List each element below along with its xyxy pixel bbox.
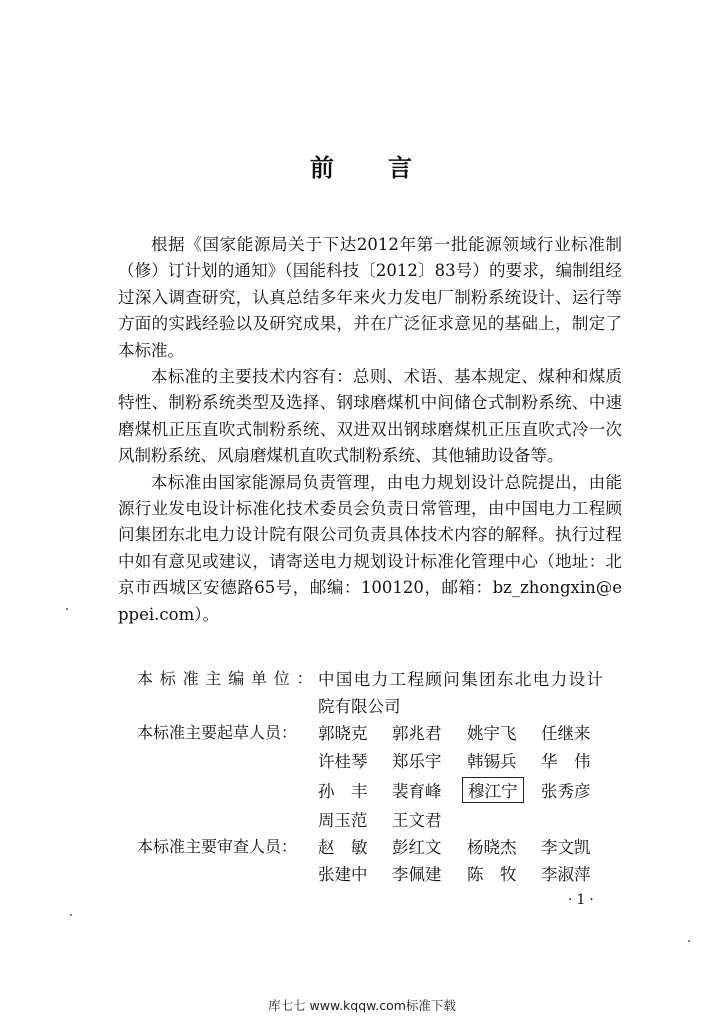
drafter-name: 郭兆君	[392, 724, 442, 743]
scan-speck	[70, 914, 72, 916]
reviewer-name: 赵 敏	[318, 838, 368, 857]
footer-watermark: 库七七 www.kqqw.com标准下载	[268, 998, 456, 1013]
drafter-name: 裴育峰	[392, 782, 442, 801]
reviewer-name: 李佩建	[392, 865, 442, 884]
drafter-name: 郭晓克	[318, 724, 368, 743]
page-title	[0, 148, 724, 183]
drafter-name: 许桂琴	[318, 752, 368, 771]
reviewer-name: 张建中	[318, 865, 368, 884]
drafter-name: 姚宇飞	[467, 724, 517, 743]
drafter-name: 任继来	[541, 724, 591, 743]
reviewer-name: 李文凯	[541, 838, 591, 857]
scan-speck	[688, 940, 690, 942]
reviewer-name: 彭红文	[392, 838, 442, 857]
paragraph-2: 本标准的主要技术内容有：总则、术语、基本规定、煤种和煤质特性、制粉系统类型及选择、钢球磨煤机中间储仓式制粉系统、中速磨煤机正压直吹式制粉系统、双进双出钢球磨煤机正压直吹式冷一次风制粉系统、风扇磨煤机直吹式制粉系统、其他辅助设备等。	[118, 367, 622, 466]
reviewer-name: 杨晓杰	[467, 838, 517, 857]
reviewers-label: 本标准主要审查人员：	[137, 837, 298, 856]
reviewer-name: 李淑萍	[541, 865, 591, 884]
page-number: ·1·	[568, 892, 598, 908]
drafter-name: 郑乐宇	[392, 752, 442, 771]
drafter-name-boxed: 穆江宁	[462, 777, 524, 803]
paragraph-3: 本标准由国家能源局负责管理，由电力规划设计总院提出，由能源行业发电设计标准化技术委员会负责日常管理，由中国电力工程顾问集团东北电力设计院有限公司负责具体技术内容的解释。执行过程中如有意见或建议，请寄送电力规划设计标准化管理中心（地址：北京市西城区安德路65号，邮编：100120，邮箱：bz_zhongxin@eppei.com）。	[118, 472, 622, 624]
drafter-name: 孙 丰	[318, 782, 368, 801]
drafter-name: 华 伟	[541, 752, 591, 771]
preface-body	[118, 232, 622, 628]
paragraph-1: 根据《国家能源局关于下达2012年第一批能源领域行业标准制（修）订计划的通知》（国能科技〔2012〕83号）的要求，编制组经过深入调查研究，认真总结多年来火力发电厂制粉系统设计、运行等方面的实践经验以及研究成果，并在广泛征求意见的基础上，制定了本标准。	[118, 235, 622, 360]
drafter-name: 韩锡兵	[467, 752, 517, 771]
title-char-2: 言	[388, 154, 414, 182]
drafters-label: 本标准主要起草人员：	[137, 723, 298, 742]
editor-unit-label: 本标准主编单位：	[137, 669, 320, 688]
drafter-name: 周玉范	[318, 811, 368, 830]
scan-speck	[66, 608, 68, 610]
editor-unit-line1: 中国电力工程顾问集团东北电力设计	[318, 670, 605, 689]
drafter-name: 张秀彦	[541, 782, 591, 801]
reviewer-name: 陈 牧	[467, 865, 517, 884]
drafter-name: 王文君	[392, 811, 442, 830]
editor-unit-line2: 院有限公司	[318, 697, 401, 716]
title-char-1: 前	[310, 154, 336, 182]
